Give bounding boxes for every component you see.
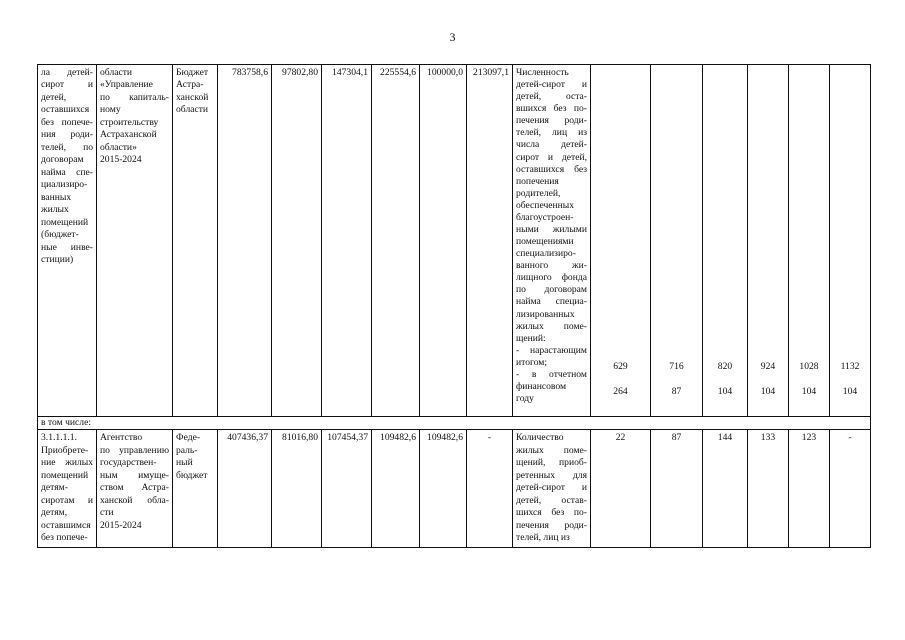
text-line: итогом; bbox=[516, 356, 548, 368]
text-line: 2015-2024 bbox=[100, 519, 142, 531]
text-line: найма специа- bbox=[516, 296, 587, 308]
amount-year-4: 109482,6 bbox=[420, 430, 467, 547]
text-line: сирот и bbox=[41, 79, 93, 91]
text-line: по договорам bbox=[516, 284, 587, 296]
text-line: родителей, bbox=[516, 187, 561, 199]
text-line: детей, остав- bbox=[516, 494, 587, 506]
text-line: телей, лиц из bbox=[516, 532, 570, 544]
text-line: ние жилых bbox=[41, 457, 93, 469]
text-line: найма спе- bbox=[41, 166, 93, 178]
text-line: ным имуще- bbox=[100, 469, 169, 481]
text-line: году bbox=[516, 393, 534, 405]
text-line: стиции) bbox=[41, 254, 74, 266]
amount-year-4: 100000,0 bbox=[420, 65, 467, 417]
text-line: Феде- bbox=[176, 432, 201, 444]
amount-year-2: 107454,37 bbox=[322, 430, 372, 547]
amount-year-1: 81016,80 bbox=[272, 430, 322, 547]
text-line: области bbox=[100, 67, 133, 78]
text-line: ханской обла- bbox=[100, 494, 169, 506]
text-line: ванных bbox=[41, 191, 72, 203]
text-line: помещений bbox=[41, 216, 89, 228]
executor-cell bbox=[97, 430, 173, 547]
text-line: ретенных для bbox=[516, 469, 587, 481]
text-line: оставшихся без bbox=[516, 163, 587, 175]
indicator-values-1 bbox=[591, 65, 651, 417]
text-line: по управлению bbox=[100, 444, 169, 456]
text-line: Численность bbox=[516, 67, 569, 78]
text-line: щений, приоб- bbox=[516, 457, 587, 469]
text-line: 2015-2024 bbox=[100, 154, 142, 166]
annual-value: 104 bbox=[801, 385, 817, 397]
indicator-cell bbox=[513, 430, 591, 547]
text-line: ные инве- bbox=[41, 241, 93, 253]
text-line: жилых поме- bbox=[516, 320, 587, 332]
text-line: Астра- bbox=[176, 79, 204, 91]
text-line: лищного фонда bbox=[516, 272, 587, 284]
text-line: жилых bbox=[41, 204, 69, 216]
indicator-value-1: 22 bbox=[591, 430, 651, 547]
text-line: специализиро- bbox=[516, 248, 576, 260]
text-line: Астраханской bbox=[100, 129, 157, 141]
cumulative-value: 1028 bbox=[799, 361, 819, 373]
text-line: шихся без по- bbox=[516, 507, 587, 519]
text-line: без попече- bbox=[41, 116, 93, 128]
text-line: ному bbox=[100, 104, 121, 116]
indicator-value-5: 123 bbox=[789, 430, 830, 547]
program-table bbox=[37, 64, 871, 548]
text-line: раль- bbox=[176, 444, 198, 456]
cumulative-value: 716 bbox=[669, 361, 684, 373]
text-line: 3.1.1.1.1. bbox=[41, 432, 77, 444]
text-line: детей, bbox=[41, 91, 67, 103]
text-line: договорам bbox=[41, 154, 84, 166]
amount-year-3: 225554,6 bbox=[372, 65, 420, 417]
text-line: Агентство bbox=[100, 432, 143, 444]
text-line: печения роди- bbox=[516, 115, 587, 127]
amount-year-2: 147304,1 bbox=[322, 65, 372, 417]
cumulative-value: 924 bbox=[760, 361, 776, 373]
table-row-main bbox=[38, 65, 871, 417]
text-line: сирот и детей, bbox=[516, 151, 587, 163]
funding-source-cell bbox=[173, 430, 218, 547]
text-line: бюджет bbox=[176, 469, 208, 481]
text-line: оставшихся bbox=[41, 104, 90, 116]
cumulative-value: 1132 bbox=[840, 361, 860, 373]
text-line: щений: bbox=[516, 332, 546, 344]
text-line: Приобрете- bbox=[41, 444, 89, 456]
text-line: циализиро- bbox=[41, 179, 88, 191]
text-line: вшихся без по- bbox=[516, 103, 587, 115]
text-line: ный bbox=[176, 457, 193, 469]
text-line: детей-сирот и bbox=[516, 482, 587, 494]
text-line: ванного жи- bbox=[516, 260, 587, 272]
indicator-values-5 bbox=[789, 65, 830, 417]
text-line: финансовом bbox=[516, 381, 567, 393]
text-line: детей, оста- bbox=[516, 91, 587, 103]
executor-cell bbox=[97, 65, 173, 417]
text-line: - нарастающим bbox=[516, 344, 587, 356]
indicator-values-4 bbox=[748, 65, 789, 417]
text-line: ханской bbox=[176, 91, 209, 103]
text-line: - в отчетном bbox=[516, 368, 587, 380]
funding-source-cell bbox=[173, 65, 218, 417]
indicator-value-2: 87 bbox=[651, 430, 703, 547]
table-row-subheader bbox=[38, 417, 871, 430]
text-line: Количество bbox=[516, 432, 564, 444]
measure-name-cell bbox=[38, 430, 97, 547]
text-line: по капиталь- bbox=[100, 91, 169, 103]
text-line: сти bbox=[100, 507, 114, 519]
measure-name-cell bbox=[38, 65, 97, 417]
amount-year-3: 109482,6 bbox=[372, 430, 420, 547]
text-line: печения роди- bbox=[516, 519, 587, 531]
amount-year-1: 97802,80 bbox=[272, 65, 322, 417]
amount-total: 407436,37 bbox=[218, 430, 272, 547]
annual-value: 264 bbox=[613, 385, 628, 397]
text-line: детям, bbox=[41, 507, 68, 519]
text-line: государствен- bbox=[100, 457, 157, 469]
indicator-value-3: 144 bbox=[703, 430, 748, 547]
text-line: сиротам и bbox=[41, 494, 93, 506]
text-line: без попече- bbox=[41, 532, 88, 544]
text-line: телей, лиц из bbox=[516, 127, 587, 139]
text-line: обеспеченных bbox=[516, 199, 575, 211]
amount-year-5: - bbox=[467, 430, 513, 547]
text-line: помещениями bbox=[516, 236, 574, 248]
text-line: области bbox=[176, 104, 209, 116]
text-line: жилых поме- bbox=[516, 444, 587, 456]
text-line: телей, по bbox=[41, 141, 93, 153]
text-line: попечения bbox=[516, 175, 559, 187]
text-line: благоустроен- bbox=[516, 211, 574, 223]
text-line: ством Астра- bbox=[100, 482, 169, 494]
page-number: 3 bbox=[449, 30, 456, 44]
indicator-values-2 bbox=[651, 65, 703, 417]
text-line: детям- bbox=[41, 482, 68, 494]
text-line: «Управление bbox=[100, 79, 153, 91]
text-line: ния роди- bbox=[41, 129, 93, 141]
cumulative-value: 629 bbox=[613, 361, 628, 373]
amount-total: 783758,6 bbox=[218, 65, 272, 417]
text-line: (бюджет- bbox=[41, 229, 79, 241]
indicator-values-3 bbox=[703, 65, 748, 417]
subheader-text: в том числе: bbox=[38, 417, 871, 430]
annual-value: 104 bbox=[842, 385, 858, 397]
text-line: числа детей- bbox=[516, 139, 587, 151]
text-line: лизированных bbox=[516, 308, 575, 320]
text-line: детей-сирот и bbox=[516, 79, 587, 91]
annual-value: 104 bbox=[717, 385, 733, 397]
annual-value: 87 bbox=[671, 385, 682, 397]
text-line: помещений bbox=[41, 469, 89, 481]
cumulative-value: 820 bbox=[717, 361, 733, 373]
annual-value: 104 bbox=[760, 385, 776, 397]
text-line: области» bbox=[100, 141, 137, 153]
indicator-value-6: - bbox=[830, 430, 871, 547]
amount-year-5: 213097,1 bbox=[467, 65, 513, 417]
indicator-value-4: 133 bbox=[748, 430, 789, 547]
text-line: ными жилыми bbox=[516, 224, 587, 236]
text-line: Бюджет bbox=[176, 67, 209, 78]
text-line: ла детей- bbox=[41, 67, 93, 78]
indicator-cell bbox=[513, 65, 591, 417]
indicator-values-6 bbox=[830, 65, 871, 417]
text-line: оставшимся bbox=[41, 519, 91, 531]
table-row-sub bbox=[38, 430, 871, 547]
text-line: строительству bbox=[100, 116, 159, 128]
